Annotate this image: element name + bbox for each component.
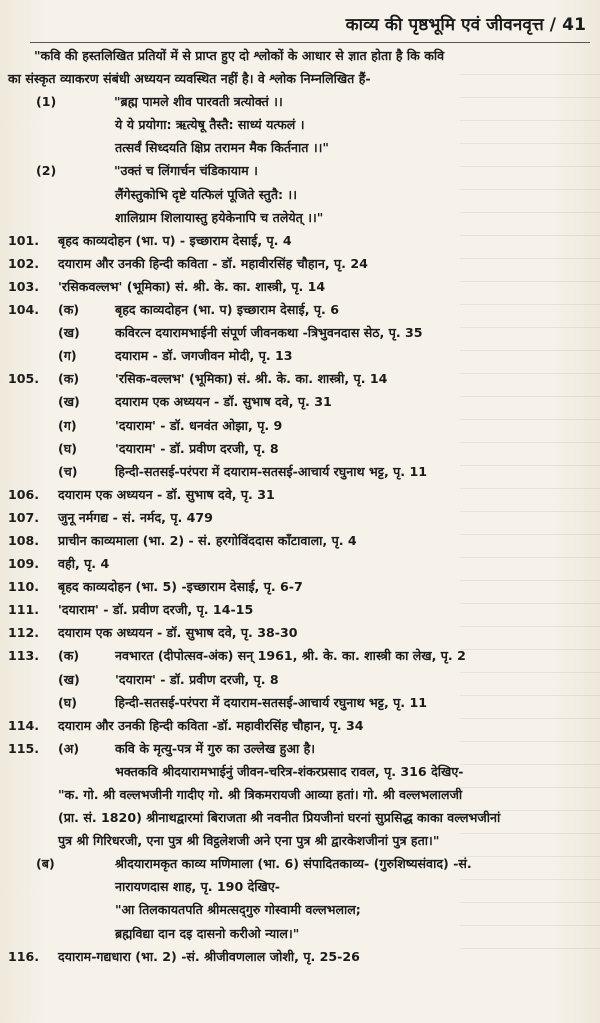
paragraph-line: पुत्र श्री गिरिधरजी, एना पुत्र श्री विट्ठलेशजी अने एना पुत्र श्री द्वारकेशजीनां पुत्र हता।" <box>58 833 440 849</box>
reference-text: दयाराम एक अध्ययन - डॉ. सुभाष दवे, पृ. 38-30 <box>58 625 298 641</box>
reference-text: वही, पृ. 4 <box>58 556 110 572</box>
reference-text: दयाराम और उनकी हिन्दी कविता - डॉ. महावीरसिंह चौहान, पृ. 24 <box>58 255 368 271</box>
reference-text: बृहद काव्यदोहन (भा. प) - इच्छाराम देसाई, पृ. 4 <box>58 232 292 248</box>
reference-entry <box>0 506 600 529</box>
reference-subitem-marker: (ख) <box>58 671 80 687</box>
reference-text: 'दयाराम' - डॉ. प्रवीण दरजी, पृ. 14-15 <box>58 602 254 618</box>
reference-entry <box>0 737 600 760</box>
reference-number: 109. <box>8 556 40 572</box>
header-rule <box>30 42 590 43</box>
reference-subitem-marker: (ख) <box>58 325 80 341</box>
reference-text: जुनू नर्मगद्य - सं. नर्मद, पृ. 479 <box>58 509 213 525</box>
reference-entry: 116. दयाराम-गद्यधारा (भा. 2) -सं. श्रीजीवणलाल जोशी, पृ. 25-26 <box>0 945 600 968</box>
paragraph-line: भक्तकवि श्रीदयारामभाईनुं जीवन-चरित्र-शंकरप्रसाद रावल, पृ. 316 देखिए- <box>115 763 464 779</box>
verse-line: ब्रह्मविद्या दान दइ दासनो करीओ न्याल।" <box>115 925 300 941</box>
reference-subitem-marker: (घ) <box>58 440 77 456</box>
reference-subitem-marker: (ख) <box>58 394 80 410</box>
verse-line: (1) "ब्रह्म पामले शीव पारवती त्रत्योक्तं ।। <box>0 90 600 113</box>
reference-text: नवभारत (दीपोत्सव-अंक) सन् 1961, श्री. के. का. शास्त्री का लेख, पृ. 2 <box>115 648 466 664</box>
reference-entry <box>0 344 600 367</box>
verse-line: लैंगेस्तुकोभि दृष्टे यत्फिलं पूजिते स्तुतै: ।। <box>115 186 297 202</box>
reference-text: कवि के मृत्यु-पत्र में गुरु का उल्लेख हुआ है। <box>115 740 316 756</box>
reference-list <box>0 229 600 760</box>
reference-text: बृहद काव्यदोहन (भा. प) इच्छाराम देसाई, पृ. 6 <box>115 302 339 318</box>
page-body <box>0 44 600 968</box>
reference-text: दयाराम और उनकी हिन्दी कविता -डॉ. महावीरसिंह चौहान, पृ. 34 <box>58 717 364 733</box>
reference-text: 'रसिक-वल्लभ' (भूमिका) सं. श्री. के. का. शास्त्री, पृ. 14 <box>115 371 388 387</box>
reference-subitem-marker: (अ) <box>58 740 80 756</box>
reference-number: 101. <box>8 232 40 248</box>
reference-entry <box>0 552 600 575</box>
reference-number: 114. <box>8 717 40 733</box>
reference-entry <box>0 229 600 252</box>
reference-number: 104. <box>8 302 40 318</box>
reference-entry <box>0 714 600 737</box>
running-header: काव्य की पृष्ठभूमि एवं जीवनवृत्त / 41 <box>345 15 586 35</box>
paragraph-line: "क. गो. श्री वल्लभजीनी गादीए गो. श्री त्रिकमरायजी आव्या हतां। गो. श्री वल्लभलालजी <box>58 787 463 802</box>
verse-line: "आ तिलकायतपति श्रीमत्सद्‌गुरु गोस्वामी वल्लभलाल; <box>115 902 361 918</box>
reference-subitem-marker: (क) <box>58 302 80 318</box>
reference-entry <box>0 437 600 460</box>
verse-marker: (2) <box>36 163 57 179</box>
intro-line: का संस्कृत व्याकरण संबंधी अध्ययन व्यवस्थित नहीं है। वे श्लोक निम्नलिखित हैं- <box>8 71 371 87</box>
paragraph-line: (प्रा. सं. 1820) श्रीनाथद्वारमां बिराजता श्री नवनीत प्रियजीनां घरनां सुप्रसिद्ध काका वल्लभजीनां <box>58 810 501 826</box>
reference-number: 115. <box>8 740 40 756</box>
reference-entry <box>0 460 600 483</box>
reference-entry <box>0 621 600 644</box>
reference-number: 112. <box>8 625 40 641</box>
verse-line: (2) "उक्तं च लिंगार्चन चंडिकायाम । <box>0 159 600 182</box>
reference-text: हिन्दी-सतसई-परंपरा में दयाराम-सतसई-आचार्य रघुनाथ भट्ट, पृ. 11 <box>115 463 427 479</box>
verse-line: ये ये प्रयोगा: ऋत्येषू तैस्तै: साध्यं यत्फलं । <box>115 117 305 133</box>
verse-marker: (1) <box>36 94 57 110</box>
reference-text: 'रसिकवल्लभ' (भूमिका) सं. श्री. के. का. शास्त्री, पृ. 14 <box>58 278 326 294</box>
reference-number: 103. <box>8 278 40 294</box>
reference-entry <box>0 252 600 275</box>
reference-number: 105. <box>8 371 40 387</box>
reference-entry <box>0 298 600 321</box>
reference-entry <box>0 321 600 344</box>
reference-entry <box>0 529 600 552</box>
reference-text: 'दयाराम' - डॉ. प्रवीण दरजी, पृ. 8 <box>115 440 279 456</box>
reference-entry <box>0 668 600 691</box>
reference-entry <box>0 275 600 298</box>
reference-number: 116. <box>8 948 40 964</box>
sub-marker: (ब) <box>36 856 55 872</box>
reference-text: दयाराम एक अध्ययन - डॉ. सुभाष दवे, पृ. 31 <box>58 486 275 502</box>
reference-subitem-marker: (ग) <box>58 417 77 433</box>
reference-number: 113. <box>8 648 40 664</box>
reference-subitem-marker: (घ) <box>58 694 77 710</box>
reference-text: प्राचीन काव्यमाला (भा. 2) - सं. हरगोविंददास काँटावाला, पृ. 4 <box>58 532 357 548</box>
reference-number: 107. <box>8 509 40 525</box>
reference-number: 106. <box>8 486 40 502</box>
reference-number: 111. <box>8 602 40 618</box>
reference-text: बृहद काव्यदोहन (भा. 5) -इच्छाराम देसाई, पृ. 6-7 <box>58 579 303 595</box>
reference-text: 'दयाराम' - डॉ. धनवंत ओझा, पृ. 9 <box>115 417 283 433</box>
sub-entry: नारायणदास शाह, पृ. 190 देखिए- <box>115 879 281 895</box>
reference-text: कविरत्न दयारामभाईनी संपूर्ण जीवनकथा -त्रिभुवनदास सेठ, पृ. 35 <box>115 325 423 341</box>
verse-line: तत्सर्वं सिध्दयति क्षिप्र तरामन मैक किर्तनात ।।" <box>115 140 329 156</box>
reference-text: 'दयाराम' - डॉ. प्रवीण दरजी, पृ. 8 <box>115 671 279 687</box>
reference-subitem-marker: (ग) <box>58 348 77 364</box>
reference-text: दयाराम एक अध्ययन - डॉ. सुभाष दवे, पृ. 31 <box>115 394 332 410</box>
reference-entry <box>0 644 600 667</box>
verse-line: शालिग्राम शिलायास्तु हयेकेनापि च तलेयेत् ।।" <box>115 209 324 225</box>
reference-entry <box>0 598 600 621</box>
reference-entry <box>0 367 600 390</box>
reference-text: हिन्दी-सतसई-परंपरा में दयाराम-सतसई-आचार्य रघुनाथ भट्ट, पृ. 11 <box>115 694 427 710</box>
reference-entry <box>0 575 600 598</box>
reference-number: 108. <box>8 532 40 548</box>
reference-subitem-marker: (क) <box>58 648 80 664</box>
reference-entry <box>0 414 600 437</box>
intro-line: "कवि की हस्तलिखित प्रतियों में से प्राप्त हुए दो श्लोकों के आधार से ज्ञात होता है कि कवि <box>34 48 445 63</box>
reference-entry <box>0 691 600 714</box>
reference-entry <box>0 390 600 413</box>
reference-subitem-marker: (क) <box>58 371 80 387</box>
reference-entry <box>0 483 600 506</box>
sub-entry: (ब) श्रीदयारामकृत काव्य मणिमाला (भा. 6) संपादितकाव्य- (गुरुशिष्यसंवाद) -सं. <box>0 852 600 875</box>
reference-number: 110. <box>8 579 40 595</box>
reference-subitem-marker: (च) <box>58 463 78 479</box>
reference-number: 102. <box>8 255 40 271</box>
reference-text: दयाराम - डॉ. जगजीवन मोदी, पृ. 13 <box>115 348 293 364</box>
